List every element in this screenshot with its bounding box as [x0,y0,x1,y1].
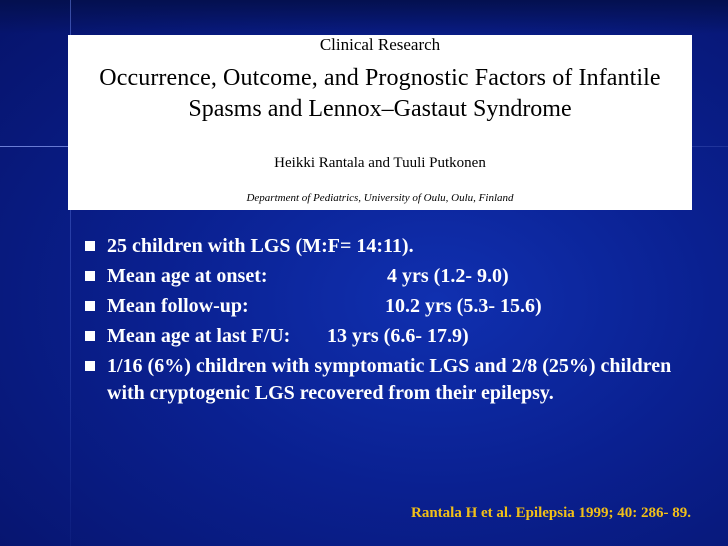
bullet-item [82,353,682,407]
paper-department: Department of Pediatrics, University of Oulu, Oulu, Finland [246,192,514,204]
citation: Rantala H et al. Epilepsia 1999; 40: 286- 89. [411,505,691,521]
square-bullet-icon [85,331,95,341]
bullet-item [82,293,682,320]
square-bullet-icon [85,301,95,311]
paper-title-line-1: Occurrence, Outcome, and Prognostic Factors of Infantile [99,65,661,91]
bullet-label: Mean age at last F/U: [107,325,291,347]
bullet-label: Mean age at onset: [107,265,268,287]
paper-header-image [68,35,692,210]
bullet-value: 4 yrs (1.2- 9.0) [387,265,509,287]
bullet-list [82,233,682,410]
bullet-label: Mean follow-up: [107,295,249,317]
square-bullet-icon [85,271,95,281]
top-shade-band [0,0,728,34]
bullet-value: 13 yrs (6.6- 17.9) [327,325,469,347]
bullet-item [82,233,682,260]
bullet-item [82,323,682,350]
paper-authors: Heikki Rantala and Tuuli Putkonen [274,155,486,171]
paper-title-line-2: Spasms and Lennox–Gastaut Syndrome [188,96,572,122]
paper-section-label: Clinical Research [319,35,441,54]
square-bullet-icon [85,241,95,251]
bullet-item [82,263,682,290]
bullet-label: 25 children with LGS (M:F= 14:11). [107,235,414,257]
bullet-label: 1/16 (6%) children with symptomatic LGS and 2/8 (25%) children with cryptogenic LGS recovered from their epilepsy. [107,355,672,404]
bullet-value: 10.2 yrs (5.3- 15.6) [385,295,542,317]
square-bullet-icon [85,361,95,371]
